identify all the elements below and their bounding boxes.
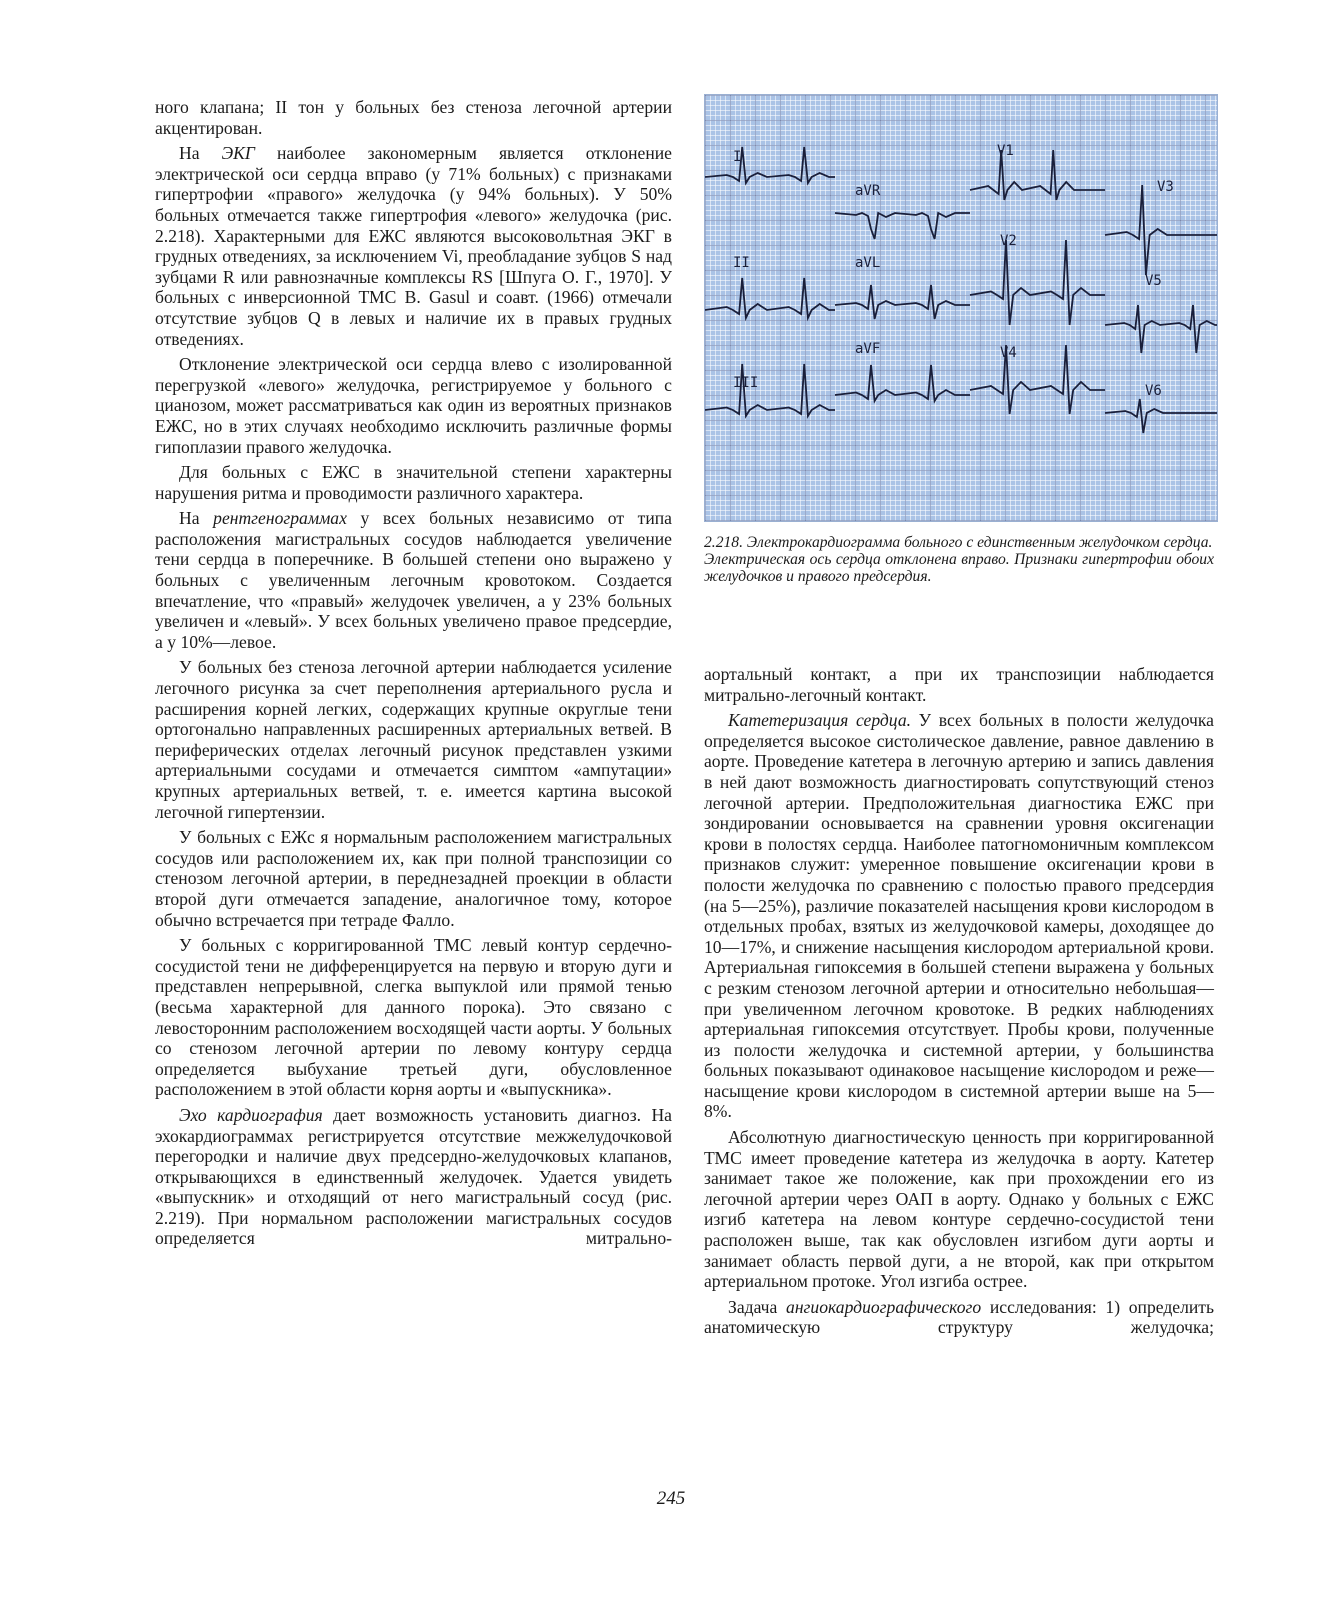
ecg-lead-V1-trace <box>970 150 1105 200</box>
ecg-lead-label: II <box>733 255 750 271</box>
ecg-lead-aVL-trace <box>835 285 970 319</box>
paragraph-text: наиболее закономерным является отклонение электрической оси сердца вправо (у 71% больных) с признаками гипертрофии «правого» желудочка (у 94% больных). У 50% больных отмечается также гипертрофия «левого» желудочка (рис. 2.218). Характерными для ЕЖС являются высоковольтная ЭКГ в грудных отведениях, за исключением Vi, преобладание зубцов S над зубцами R или равнозначные комплексы RS [Шпуга О. Г., 1970]. У больных с инверсионной ТМС В. Gasul и соавт. (1966) отмечали отсутствие зубцов Q в левых и наличие их в правых грудных отведениях. <box>155 143 672 349</box>
ecg-lead-V6-trace <box>1105 399 1217 433</box>
ecg-lead-V2-trace <box>970 240 1105 325</box>
emphasis-term: Катетеризация сердца. <box>728 710 912 731</box>
ecg-lead-label: V6 <box>1145 383 1162 399</box>
paragraph <box>704 1127 1214 1292</box>
caption-body: Электрическая ось сердца отклонена вправо. Признаки гипертрофии обоих желудочков и правого предсердия. <box>704 551 1214 585</box>
ecg-figure <box>704 94 1218 522</box>
paragraph <box>155 354 672 457</box>
paragraph <box>155 462 672 503</box>
ecg-lead-label: I <box>733 149 742 165</box>
emphasis-term: рентгенограммах <box>213 508 347 529</box>
emphasis-term: Эхо кардиография <box>179 1104 323 1125</box>
paragraph <box>155 508 672 652</box>
paragraph-text: Отклонение электрической оси сердца влево с изолированной перегрузкой «левого» желудочка, регистрируемое у больного с цианозом, может рассматриваться как один из вероятных признаков ЕЖС, но в этих случаях необходимо исключить различные формы гипоплазии правого желудочка. <box>155 354 672 457</box>
ecg-lead-V3-trace <box>1105 185 1217 275</box>
emphasis-term: ангиокардиографического <box>786 1296 982 1317</box>
paragraph <box>155 1105 672 1249</box>
paragraph <box>155 143 672 349</box>
paragraph-text: На <box>179 143 222 164</box>
ecg-lead-label: aVL <box>855 255 881 271</box>
paragraph-text: Абсолютную диагностическую ценность при корригированной ТМС имеет проведение катетера из желудочка в аорту. Катетер занимает такое же положение, как при прохождении его из легочной артерии через ОАП в аорту. Однако у больных с ЕЖС изгиб катетера на левом контуре сердечно-сосудистой тени расположен выше, так как обусловлен изгибом дуги аорты и занимает область первой дуги, а не второй, как при открытом артериальном протоке. Угол изгиба острее. <box>704 1127 1214 1292</box>
ecg-tracing <box>705 95 1217 521</box>
paragraph <box>155 97 672 138</box>
paragraph-text: У больных без стеноза легочной артерии наблюдается усиление легочного рисунка за счет переполнения артериального русла и расширения корней легких, содержащих крупные округлые тени ортогонально направленных расширенных артериальных ветвей. В периферических отделах легочный рисунок представлен узкими артериальными сосудами и отмечается симптом «ампутации» крупных артериальных ветвей, т. е. имеется картина высокой легочной гипертензии. <box>155 657 672 822</box>
paragraph-text: ного клапана; II тон у больных без стеноза легочной артерии акцентирован. <box>155 97 672 138</box>
paragraph-text: аортальный контакт, а при их транспозиции наблюдается митрально-легочный контакт. <box>704 664 1214 705</box>
paragraph-text: у всех больных независимо от типа расположения магистральных сосудов наблюдается увеличение тени сердца в поперечнике. В большей степени оно выражено у больных с увеличенным легочным кровотоком. Создается впечатление, что «правый» желудочек увеличен, а у 23% больных увеличен и «левый». У всех больных увеличено правое предсердие, а у 10%—левое. <box>155 508 672 652</box>
ecg-lead-label: V2 <box>1000 233 1017 249</box>
paragraph <box>704 664 1214 705</box>
ecg-lead-II-trace <box>705 278 835 318</box>
ecg-lead-aVF-trace <box>835 365 970 401</box>
paragraph-text: дает возможность установить диагноз. На эхокардиограммах регистрируется отсутствие межжелудочковой перегородки и наличие двух предсердно-желудочковых клапанов, открывающихся в единственный желудочек. Удается увидеть «выпускник» и отходящий от него магистральный сосуд (рис. 2.219). При нормальном расположении магистральных сосудов определяется митрально- <box>155 1104 672 1249</box>
ecg-lead-V5-trace <box>1105 305 1217 353</box>
paragraph <box>155 935 672 1100</box>
ecg-lead-label: V1 <box>997 143 1014 159</box>
paragraph-text: исследования: 1) определить анатомическую структуру желудочка; <box>704 1296 1214 1338</box>
ecg-lead-label: aVF <box>855 341 881 357</box>
ecg-lead-label: aVR <box>855 183 881 199</box>
ecg-lead-III-trace <box>705 364 835 416</box>
paragraph-text: На <box>179 508 214 529</box>
paragraph-text: Для больных с ЕЖС в значительной степени характерны нарушения ритма и проводимости различного характера. <box>155 462 672 503</box>
paragraph-text: Задача <box>728 1296 787 1317</box>
ecg-lead-I-trace <box>705 147 835 183</box>
paragraph <box>704 710 1214 1122</box>
ecg-lead-label: III <box>733 375 759 391</box>
ecg-lead-label: V3 <box>1157 179 1174 195</box>
left-text-column <box>155 97 672 1254</box>
ecg-lead-aVR-trace <box>835 213 970 239</box>
emphasis-term: ЭКГ <box>221 143 255 164</box>
figure-caption <box>704 534 1214 585</box>
paragraph <box>704 1297 1214 1338</box>
paragraph <box>155 827 672 930</box>
paragraph-text: У больных с корригированной ТМС левый контур сердечно-сосудистой тени не дифференцируется на первую и вторую дуги и представлен непрерывной, слегка выпуклой или прямой тенью (весьма характерной для данного порока). Это связано с левосторонним расположением восходящей части аорты. У больных со стенозом легочной артерии по левому контуру сердца определяется выбухание третьей дуги, обусловленное расположением в этой области корня аорты и «выпускника». <box>155 935 672 1100</box>
paragraph-text: У больных с ЕЖс я нормальным расположением магистральных сосудов или расположением их, как при полной транспозиции со стенозом легочной артерии, в переднезадней проекции в области второй дуги отмечается западение, аналогичное тому, которое обычно встречается при тетраде Фалло. <box>155 827 672 930</box>
ecg-lead-label: V4 <box>1000 345 1017 361</box>
right-text-column <box>704 664 1214 1343</box>
ecg-lead-V4-trace <box>970 345 1105 414</box>
caption-title: 2.218. Электрокардиограмма больного с единственным желудочком сердца. <box>704 534 1213 551</box>
paragraph <box>155 657 672 822</box>
paragraph-text: У всех больных в полости желудочка определяется высокое систолическое давление, равное давлению в аорте. Проведение катетера в легочную артерию и запись давления в ней дают возможность диагностировать сопутствующий стеноз легочной артерии. Предположительная диагностика ЕЖС при зондировании основывается на сравнении уровня оксигенации крови в полостях сердца. Наиболее патогномоничным комплексом признаков служит: умеренное повышение оксигенации крови в полости желудочка по сравнению с полостью правого предсердия (на 5—25%), различие показателей насыщения крови кислородом в отдельных пробах, взятых из желудочковой камеры, доходящее до 10—17%, и снижение насыщения кислородом артериальной крови. Артериальная гипоксемия в большей степени выражена у больных с резким стенозом легочной артерии и относительно небольшая—при увеличенном легочном кровотоке. В редких наблюдениях артериальная гипоксемия отсутствует. Пробы крови, полученные из полости желудочка и системной артерии, у большинства больных показывают одинаковое насыщение кислородом и реже—насыщение крови кислородом в системной артерии выше на 5—8%. <box>704 710 1214 1122</box>
page-number: 245 <box>656 1488 686 1509</box>
ecg-lead-label: V5 <box>1145 273 1162 289</box>
